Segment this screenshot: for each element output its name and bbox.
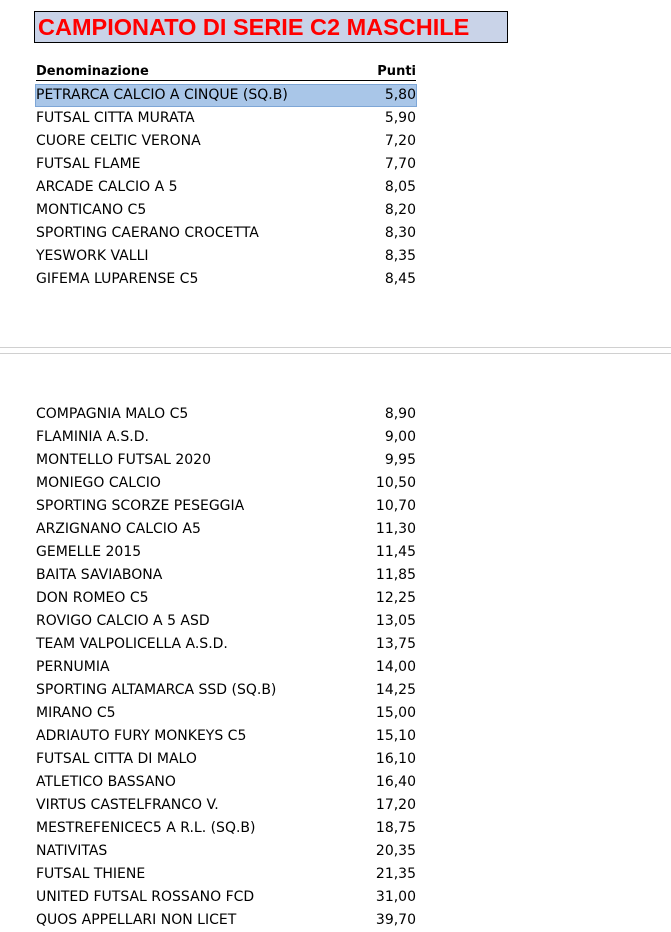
team-name-cell: SPORTING ALTAMARCA SSD (SQ.B) xyxy=(36,682,277,698)
team-name-cell: FUTSAL FLAME xyxy=(36,156,141,172)
column-header-name: Denominazione xyxy=(36,64,149,79)
page-break-divider xyxy=(0,347,671,354)
table-row[interactable] xyxy=(35,656,417,679)
points-cell: 11,45 xyxy=(375,544,416,560)
team-name-cell: ROVIGO CALCIO A 5 ASD xyxy=(36,613,210,629)
team-name-cell: QUOS APPELLARI NON LICET xyxy=(36,912,237,928)
points-cell: 18,75 xyxy=(375,820,416,836)
table-row[interactable] xyxy=(35,909,417,932)
points-cell: 8,45 xyxy=(384,271,416,287)
team-name-cell: ARCADE CALCIO A 5 xyxy=(36,179,178,195)
table-row[interactable] xyxy=(35,495,417,518)
standings-list-group-2 xyxy=(35,403,417,932)
team-name-cell: COMPAGNIA MALO C5 xyxy=(36,406,189,422)
team-name-cell: CUORE CELTIC VERONA xyxy=(36,133,201,149)
team-name-cell: NATIVITAS xyxy=(36,843,108,859)
team-name-cell: ARZIGNANO CALCIO A5 xyxy=(36,521,201,537)
points-cell: 5,90 xyxy=(384,110,416,126)
team-name-cell: MONIEGO CALCIO xyxy=(36,475,161,491)
team-name-cell: PETRARCA CALCIO A CINQUE (SQ.B) xyxy=(36,87,288,103)
table-row[interactable] xyxy=(35,449,417,472)
team-name-cell: SPORTING SCORZE PESEGGIA xyxy=(36,498,245,514)
table-row[interactable] xyxy=(35,176,417,199)
points-cell: 8,05 xyxy=(384,179,416,195)
points-cell: 10,50 xyxy=(375,475,416,491)
team-name-cell: FLAMINIA A.S.D. xyxy=(36,429,149,445)
team-name-cell: GIFEMA LUPARENSE C5 xyxy=(36,271,199,287)
table-row[interactable] xyxy=(35,702,417,725)
team-name-cell: SPORTING CAERANO CROCETTA xyxy=(36,225,259,241)
points-cell: 39,70 xyxy=(375,912,416,928)
team-name-cell: GEMELLE 2015 xyxy=(36,544,142,560)
points-cell: 15,00 xyxy=(375,705,416,721)
points-cell: 11,30 xyxy=(375,521,416,537)
table-row[interactable] xyxy=(35,679,417,702)
points-cell: 16,40 xyxy=(375,774,416,790)
points-cell: 7,20 xyxy=(384,133,416,149)
points-cell: 10,70 xyxy=(375,498,416,514)
table-row[interactable] xyxy=(35,518,417,541)
table-row[interactable] xyxy=(35,748,417,771)
table-header xyxy=(36,63,416,81)
team-name-cell: ATLETICO BASSANO xyxy=(36,774,176,790)
table-row[interactable] xyxy=(35,771,417,794)
team-name-cell: TEAM VALPOLICELLA A.S.D. xyxy=(36,636,228,652)
table-row[interactable] xyxy=(35,564,417,587)
points-cell: 7,70 xyxy=(384,156,416,172)
team-name-cell: PERNUMIA xyxy=(36,659,110,675)
team-name-cell: ADRIAUTO FURY MONKEYS C5 xyxy=(36,728,247,744)
team-name-cell: YESWORK VALLI xyxy=(36,248,149,264)
points-cell: 14,25 xyxy=(375,682,416,698)
table-row[interactable] xyxy=(35,587,417,610)
points-cell: 17,20 xyxy=(375,797,416,813)
points-cell: 14,00 xyxy=(375,659,416,675)
points-cell: 20,35 xyxy=(375,843,416,859)
table-row[interactable] xyxy=(35,222,417,245)
table-row[interactable] xyxy=(35,633,417,656)
team-name-cell: MONTELLO FUTSAL 2020 xyxy=(36,452,211,468)
points-cell: 8,35 xyxy=(384,248,416,264)
column-header-points: Punti xyxy=(377,64,416,79)
points-cell: 8,30 xyxy=(384,225,416,241)
table-row[interactable] xyxy=(35,863,417,886)
table-row[interactable] xyxy=(35,472,417,495)
team-name-cell: FUTSAL THIENE xyxy=(36,866,146,882)
points-cell: 9,00 xyxy=(384,429,416,445)
points-cell: 15,10 xyxy=(375,728,416,744)
points-cell: 16,10 xyxy=(375,751,416,767)
table-row[interactable] xyxy=(35,403,417,426)
table-row[interactable] xyxy=(35,541,417,564)
table-row[interactable] xyxy=(35,107,417,130)
points-cell: 9,95 xyxy=(384,452,416,468)
team-name-cell: FUTSAL CITTA MURATA xyxy=(36,110,195,126)
points-cell: 13,05 xyxy=(375,613,416,629)
points-cell: 13,75 xyxy=(375,636,416,652)
team-name-cell: MIRANO C5 xyxy=(36,705,116,721)
table-row[interactable] xyxy=(35,794,417,817)
team-name-cell: UNITED FUTSAL ROSSANO FCD xyxy=(36,889,255,905)
team-name-cell: MESTREFENICEC5 A R.L. (SQ.B) xyxy=(36,820,256,836)
table-row[interactable] xyxy=(35,84,417,107)
points-cell: 5,80 xyxy=(384,87,416,103)
points-cell: 8,20 xyxy=(384,202,416,218)
points-cell: 8,90 xyxy=(384,406,416,422)
standings-list-group-1 xyxy=(35,84,417,291)
table-row[interactable] xyxy=(35,130,417,153)
points-cell: 12,25 xyxy=(375,590,416,606)
table-row[interactable] xyxy=(35,426,417,449)
table-row[interactable] xyxy=(35,199,417,222)
table-row[interactable] xyxy=(35,245,417,268)
page-title: CAMPIONATO DI SERIE C2 MASCHILE xyxy=(34,11,508,43)
table-row[interactable] xyxy=(35,817,417,840)
table-row[interactable] xyxy=(35,153,417,176)
team-name-cell: BAITA SAVIABONA xyxy=(36,567,163,583)
points-cell: 31,00 xyxy=(375,889,416,905)
team-name-cell: MONTICANO C5 xyxy=(36,202,147,218)
team-name-cell: FUTSAL CITTA DI MALO xyxy=(36,751,197,767)
table-row[interactable] xyxy=(35,725,417,748)
table-row[interactable] xyxy=(35,886,417,909)
team-name-cell: DON ROMEO C5 xyxy=(36,590,149,606)
points-cell: 21,35 xyxy=(375,866,416,882)
table-row[interactable] xyxy=(35,268,417,291)
table-row[interactable] xyxy=(35,840,417,863)
table-row[interactable] xyxy=(35,610,417,633)
points-cell: 11,85 xyxy=(375,567,416,583)
team-name-cell: VIRTUS CASTELFRANCO V. xyxy=(36,797,219,813)
